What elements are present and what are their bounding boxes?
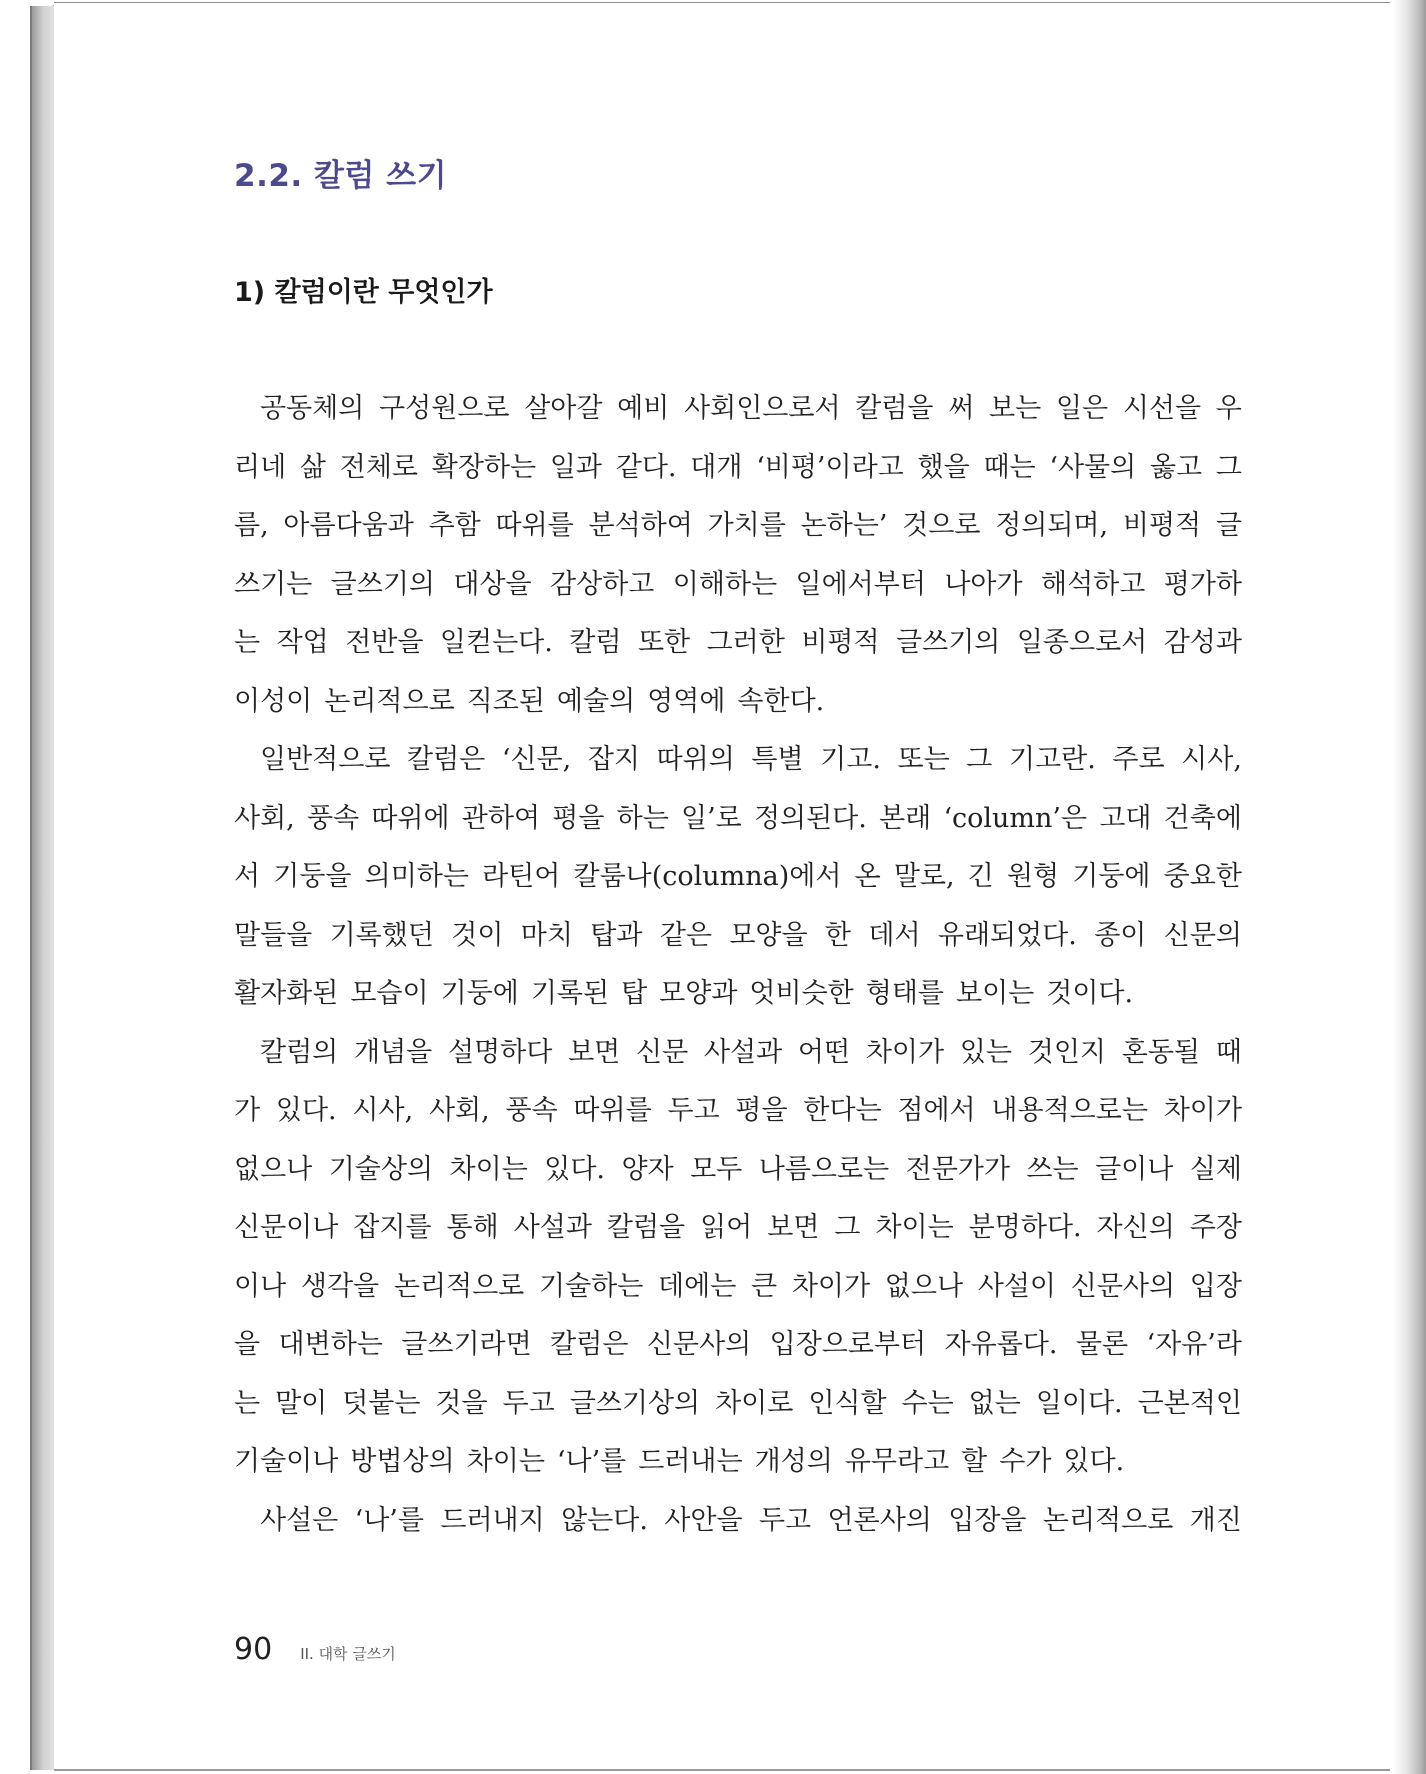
body-line: 사설은 ‘나’를 드러내지 않는다. 사안을 두고 언론사의 입장을 논리적으로 개진 xyxy=(260,1504,1242,1536)
body-line: 사회, 풍속 따위에 관하여 평을 하는 일’로 정의된다. 본래 ‘column’은 고대 건축에 xyxy=(234,802,1242,834)
body-line: 기술이나 방법상의 차이는 ‘나’를 드러내는 개성의 유무라고 할 수가 있다. xyxy=(234,1446,1125,1477)
body-line: 일반적으로 칼럼은 ‘신문, 잡지 따위의 특별 기고. 또는 그 기고란. 주로 시사, xyxy=(260,744,1242,775)
book-spine xyxy=(30,6,56,1770)
page-edge-shadow xyxy=(1392,0,1426,1774)
body-line: 이성이 논리적으로 직조된 예술의 영역에 속한다. xyxy=(234,685,825,717)
section-title: 2.2. 칼럼 쓰기 xyxy=(234,158,448,194)
body-line: 가 있다. 시사, 사회, 풍속 따위를 두고 평을 한다는 점에서 내용적으로는 차이가 xyxy=(234,1095,1242,1126)
body-line: 이나 생각을 논리적으로 기술하는 데에는 큰 차이가 없으나 사설이 신문사의 입장 xyxy=(234,1270,1242,1302)
body-line: 쓰기는 글쓰기의 대상을 감상하고 이해하는 일에서부터 나아가 해석하고 평가하 xyxy=(234,568,1242,600)
body-line: 공동체의 구성원으로 살아갈 예비 사회인으로서 칼럼을 써 보는 일은 시선을 우 xyxy=(260,393,1242,424)
body-line: 신문이나 잡지를 통해 사설과 칼럼을 읽어 보면 그 차이는 분명하다. 자신의 주장 xyxy=(234,1212,1242,1243)
body-line: 칼럼의 개념을 설명하다 보면 신문 사설과 어떤 차이가 있는 것인지 혼동될 때 xyxy=(260,1036,1242,1068)
body-line: 말들을 기록했던 것이 마치 탑과 같은 모양을 한 데서 유래되었다. 종이 신문의 xyxy=(234,919,1242,951)
body-line: 서 기둥을 의미하는 라틴어 칼룸나(columna)에서 온 말로, 긴 원형 기둥에 중요한 xyxy=(234,861,1242,892)
page-number: 90 xyxy=(234,1632,273,1667)
body-line: 리네 삶 전체로 확장하는 일과 같다. 대개 ‘비평’이라고 했을 때는 ‘사물의 옳고 그 xyxy=(234,451,1242,483)
body-line: 없으나 기술상의 차이는 있다. 양자 모두 나름으로는 전문가가 쓰는 글이나 실제 xyxy=(234,1153,1242,1185)
subsection-title: 1) 칼럼이란 무엇인가 xyxy=(234,277,493,308)
running-head: II. 대학 글쓰기 xyxy=(300,1645,396,1663)
page-footer xyxy=(234,1632,396,1667)
body-line: 는 작업 전반을 일컫는다. 칼럼 또한 그러한 비평적 글쓰기의 일종으로서 감성과 xyxy=(234,627,1242,658)
body-text xyxy=(234,380,1242,1550)
body-line: 을 대변하는 글쓰기라면 칼럼은 신문사의 입장으로부터 자유롭다. 물론 ‘자유’라 xyxy=(234,1329,1242,1360)
body-line: 활자화된 모습이 기둥에 기록된 탑 모양과 엇비슷한 형태를 보이는 것이다. xyxy=(234,978,1134,1009)
body-line: 름, 아름다움과 추함 따위를 분석하여 가치를 논하는’ 것으로 정의되며, 비평적 글 xyxy=(234,510,1242,541)
body-line: 는 말이 덧붙는 것을 두고 글쓰기상의 차이로 인식할 수는 없는 일이다. 근본적인 xyxy=(234,1387,1242,1419)
